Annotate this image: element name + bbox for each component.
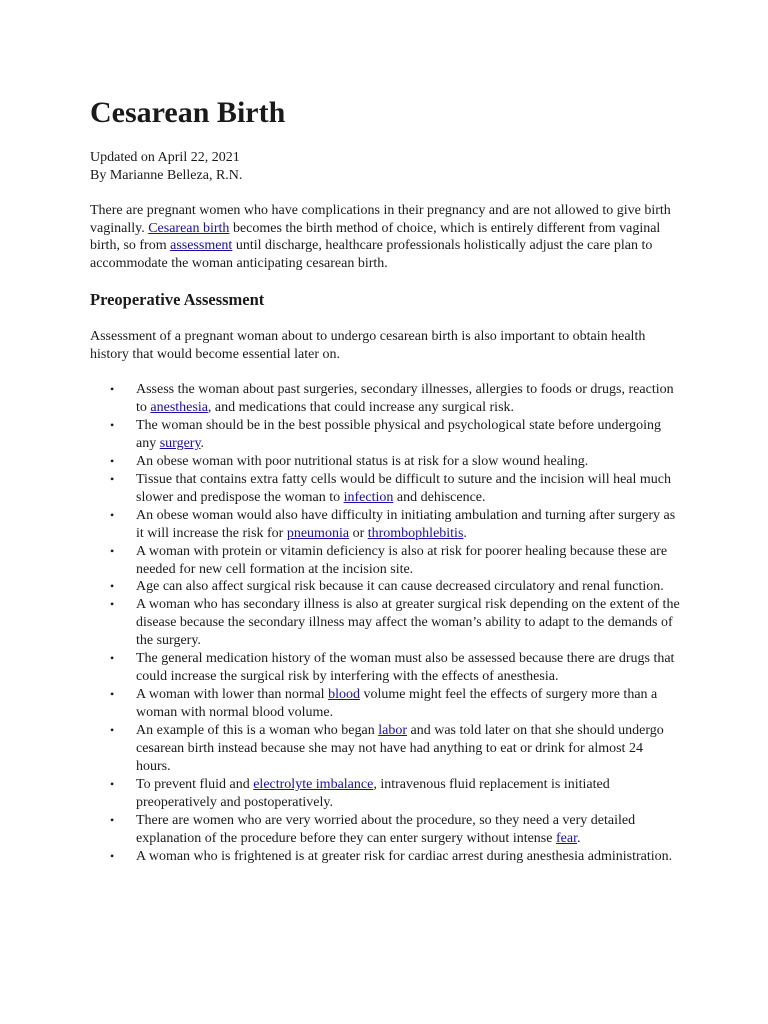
bullet-icon: • <box>110 453 115 468</box>
item-text: . <box>463 525 467 541</box>
item-text: The general medication history of the woman must also be assessed because there are drugs that could increase the surgical risk by interfering with the effects of anesthesia. <box>136 651 675 685</box>
section-heading: Preoperative Assessment <box>90 290 265 309</box>
item-text: A woman with lower than normal <box>136 687 329 703</box>
bullet-icon: • <box>110 543 115 558</box>
item-text: and dehiscence. <box>393 489 486 505</box>
bullet-icon: • <box>110 507 115 522</box>
bullet-icon: • <box>110 723 115 738</box>
item-text: . <box>200 435 205 451</box>
list-item <box>90 848 680 866</box>
item-text: An obese woman with poor nutritional status is at risk for a slow wound healing. <box>136 453 589 469</box>
link-fear[interactable]: fear <box>555 830 577 846</box>
item-text: . <box>576 830 581 846</box>
list-item <box>90 507 680 543</box>
item-text: To prevent fluid and <box>136 776 254 792</box>
link-labor[interactable]: labor <box>378 723 407 739</box>
list-item <box>90 543 680 579</box>
article-title: Cesarean Birth <box>90 96 286 129</box>
list-item <box>90 812 680 848</box>
list-item <box>90 596 680 650</box>
link-anesthesia[interactable]: anesthesia <box>150 399 208 415</box>
intro-paragraph <box>90 202 680 272</box>
bullet-icon: • <box>110 382 115 396</box>
bullet-icon: • <box>110 848 115 863</box>
item-text: , intravenous fluid replacement is initiated preoperatively and postoperatively. <box>136 776 610 810</box>
item-text: An example of this is a woman who began <box>136 723 379 739</box>
link-thrombophlebitis[interactable]: thrombophlebitis <box>367 525 464 541</box>
item-text: A woman who is frightened is at greater risk for cardiac arrest during anesthesia administration. <box>136 848 673 864</box>
list-item <box>90 453 680 471</box>
link-infection[interactable]: infection <box>343 489 394 505</box>
bullet-icon: • <box>110 579 115 594</box>
bullet-icon: • <box>110 812 115 827</box>
assessment-list <box>90 381 680 866</box>
updated-date: Updated on April 22, 2021 <box>90 150 240 165</box>
list-item <box>90 471 680 507</box>
bullet-icon: • <box>110 471 115 486</box>
bullet-icon: • <box>110 417 115 432</box>
article-meta <box>90 149 680 184</box>
link-assessment[interactable]: assessment <box>170 238 233 253</box>
link-electrolyte-imbalance[interactable]: electrolyte imbalance <box>253 776 374 792</box>
article <box>90 96 680 866</box>
bullet-icon: • <box>110 597 115 612</box>
item-text: There are women who are very worried about the procedure, so they need a very detailed explanation of the procedure before they can enter surgery without intense <box>136 812 636 846</box>
bullet-icon: • <box>110 651 115 666</box>
list-item <box>90 686 680 722</box>
bullet-icon: • <box>110 776 115 791</box>
item-text: The woman should be in the best possible physical and psychological state before undergoing any <box>136 417 662 451</box>
author-byline: By Marianne Belleza, R.N. <box>90 167 243 183</box>
item-text: volume might feel the effects of surgery more than a woman with normal blood volume. <box>136 687 658 721</box>
list-item <box>90 776 680 812</box>
list-item <box>90 381 680 417</box>
section-lead-paragraph: Assessment of a pregnant woman about to undergo cesarean birth is also important to obtain health history that would become essential later on. <box>90 329 646 362</box>
item-text: Age can also affect surgical risk because it can cause decreased circulatory and renal function. <box>136 579 664 595</box>
list-item <box>90 722 680 776</box>
link-cesarean-birth[interactable]: Cesarean birth <box>148 220 230 236</box>
list-item <box>90 650 680 686</box>
intro-text: until discharge, healthcare professionals holistically adjust the care plan to accommodate the woman anticipating cesarean birth. <box>90 238 653 271</box>
intro-text: There are pregnant women who have complications in their pregnancy and are not allowed to give birth vaginally. <box>90 203 671 236</box>
item-text: A woman who has secondary illness is also at greater surgical risk depending on the extent of the disease because the secondary illness may affect the woman’s ability to adapt to the demands of the surgery. <box>136 597 680 649</box>
item-text: Tissue that contains extra fatty cells would be difficult to suture and the incision will heal much slower and predispose the woman to <box>136 471 672 505</box>
item-text: and was told later on that she should undergo cesarean birth instead because she may not have had anything to eat or drink for almost 24 hours. <box>136 723 664 775</box>
bullet-icon: • <box>110 687 115 702</box>
link-blood[interactable]: blood <box>328 687 360 703</box>
item-text: A woman with protein or vitamin deficiency is also at risk for poorer healing because these are needed for new cell formation at the incision site. <box>136 543 668 577</box>
link-pneumonia[interactable]: pneumonia <box>286 525 350 541</box>
item-text: , and medications that could increase any surgical risk. <box>207 399 515 415</box>
list-item <box>90 417 680 453</box>
item-text: An obese woman would also have difficulty in initiating ambulation and turning after surgery as it will increase the risk for <box>136 507 676 541</box>
list-item <box>90 578 680 596</box>
link-surgery[interactable]: surgery <box>159 435 201 451</box>
item-text: Assess the woman about past surgeries, secondary illnesses, allergies to foods or drugs, reaction to <box>136 382 674 415</box>
intro-text: becomes the birth method of choice, which is entirely different from vaginal birth, so from <box>90 220 661 253</box>
item-text: or <box>349 525 368 541</box>
